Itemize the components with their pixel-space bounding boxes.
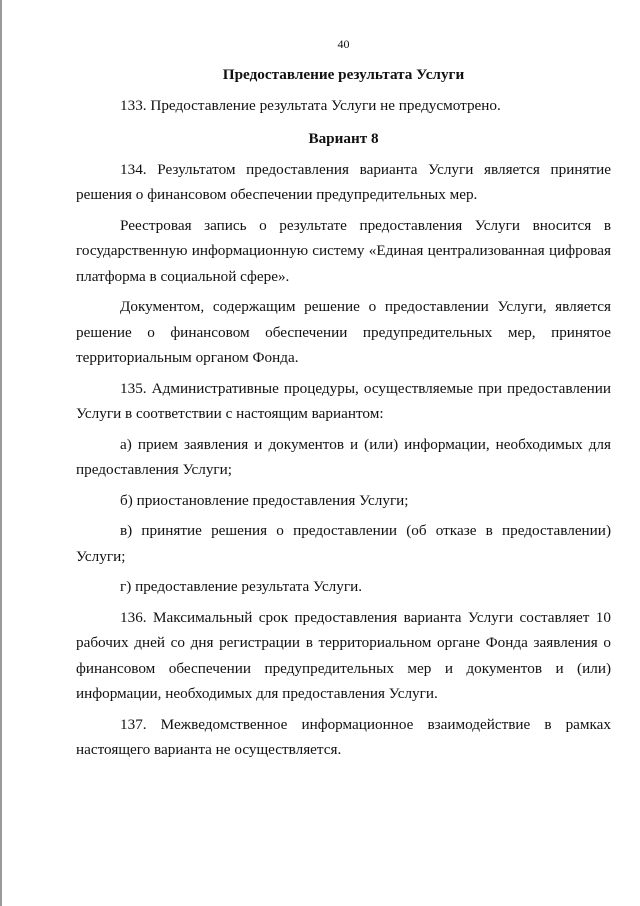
paragraph-134-registry: Реестровая запись о результате предоставления Услуги вносится в государственную информационную систему «Единая централизованная цифровая платформа в социальной сфере». [76, 216, 611, 285]
paragraph-133: 133. Предоставление результата Услуги не предусмотрено. [120, 96, 501, 114]
paragraph-137: 137. Межведомственное информационное взаимодействие в рамках настоящего варианта не осуществляется. [76, 715, 611, 758]
list-item-g: г) предоставление результата Услуги. [120, 578, 363, 595]
document-page [76, 0, 611, 906]
list-item-b: б) приостановление предоставления Услуги; [120, 491, 409, 509]
scan-left-edge [0, 0, 2, 906]
list-item-a: а) прием заявления и документов и (или) информации, необходимых для предоставления Услуги; [76, 435, 611, 478]
paragraph-134: 134. Результатом предоставления варианта Услуги является принятие решения о финансовом обеспечении предупредительных мер. [76, 160, 611, 203]
paragraph-136: 136. Максимальный срок предоставления варианта Услуги составляет 10 рабочих дней со дня регистрации в территориальном органе Фонда заявления о финансовом обеспечении предупредительных мер и документов и (или) информации, необходимых для предоставления Услуги. [76, 608, 611, 702]
list-item-v: в) принятие решения о предоставлении (об отказе в предоставлении) Услуги; [76, 522, 611, 565]
page-number: 40 [337, 37, 350, 51]
variant-heading: Вариант 8 [308, 130, 379, 147]
paragraph-135: 135. Административные процедуры, осуществляемые при предоставлении Услуги в соответствии с настоящим вариантом: [76, 379, 611, 422]
section-heading: Предоставление результата Услуги [222, 66, 465, 83]
paragraph-134-document: Документом, содержащим решение о предоставлении Услуги, является решение о финансовом обеспечении предупредительных мер, принятое территориальным органом Фонда. [76, 298, 611, 366]
document-body [76, 62, 611, 763]
